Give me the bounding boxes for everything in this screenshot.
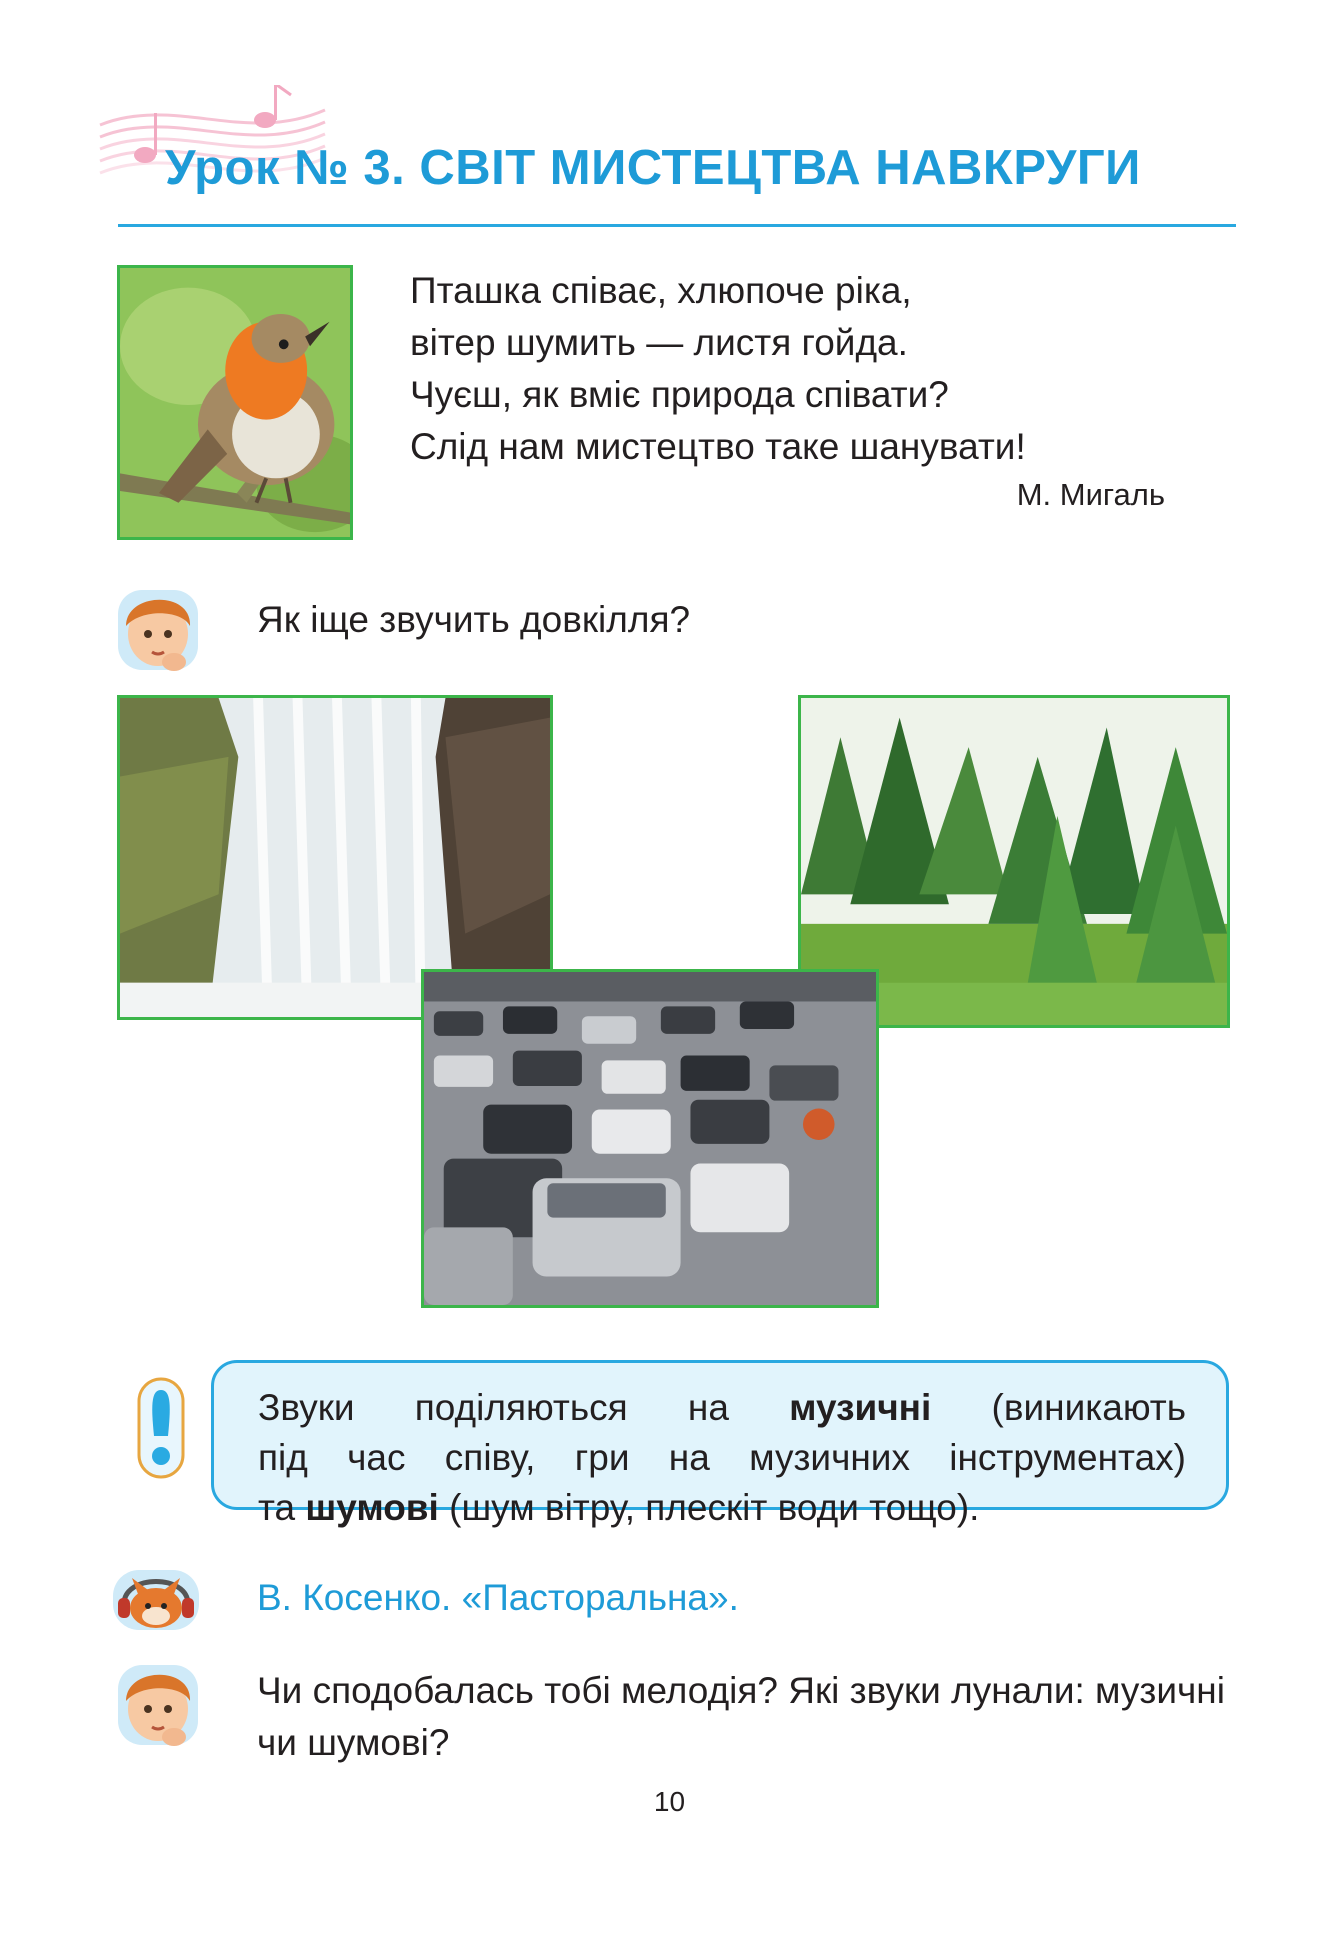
poem-line: Чуєш, як вміє природа співати? [410,374,949,415]
info-bold-term: музичні [789,1387,932,1428]
poem-line: вітер шумить — листя гойда. [410,322,908,363]
traffic-photo [421,969,879,1308]
page-title: Урок № 3. СВІТ МИСТЕЦТВА НАВКРУГИ [165,141,1141,195]
question-text: Чи сподобалась тобі мелодія? Які звуки лунали: музичні чи шумові? [257,1670,1225,1763]
poem [410,265,1200,513]
info-bold-term: шумові [305,1487,439,1528]
info-line [258,1383,1186,1433]
exclamation-icon [136,1376,186,1480]
fox-headphones-icon [110,1560,202,1636]
title-divider [118,224,1236,227]
poem-line: Слід нам мистецтво таке шанувати! [410,426,1026,467]
info-box [211,1360,1229,1528]
info-text: (шум вітру, плескіт води тощо). [438,1487,980,1528]
info-line: під час співу, гри на музичних інструментах) [258,1437,1186,1478]
poem-author: М. Мигаль [1016,477,1165,512]
thinking-boy-icon [112,1657,208,1753]
page-number: 10 [653,1786,686,1817]
question-text: Як іще звучить довкілля? [257,599,691,640]
thinking-boy-icon [112,582,208,678]
info-text: (виникають [931,1387,1186,1428]
info-text: та [258,1487,306,1528]
info-text: Звуки поділяються на [258,1387,790,1428]
listening-assignment: В. Косенко. «Пасторальна». [257,1577,739,1618]
bird-photo [117,265,353,540]
info-line [258,1483,1186,1533]
poem-line: Пташка співає, хлюпоче ріка, [410,270,912,311]
